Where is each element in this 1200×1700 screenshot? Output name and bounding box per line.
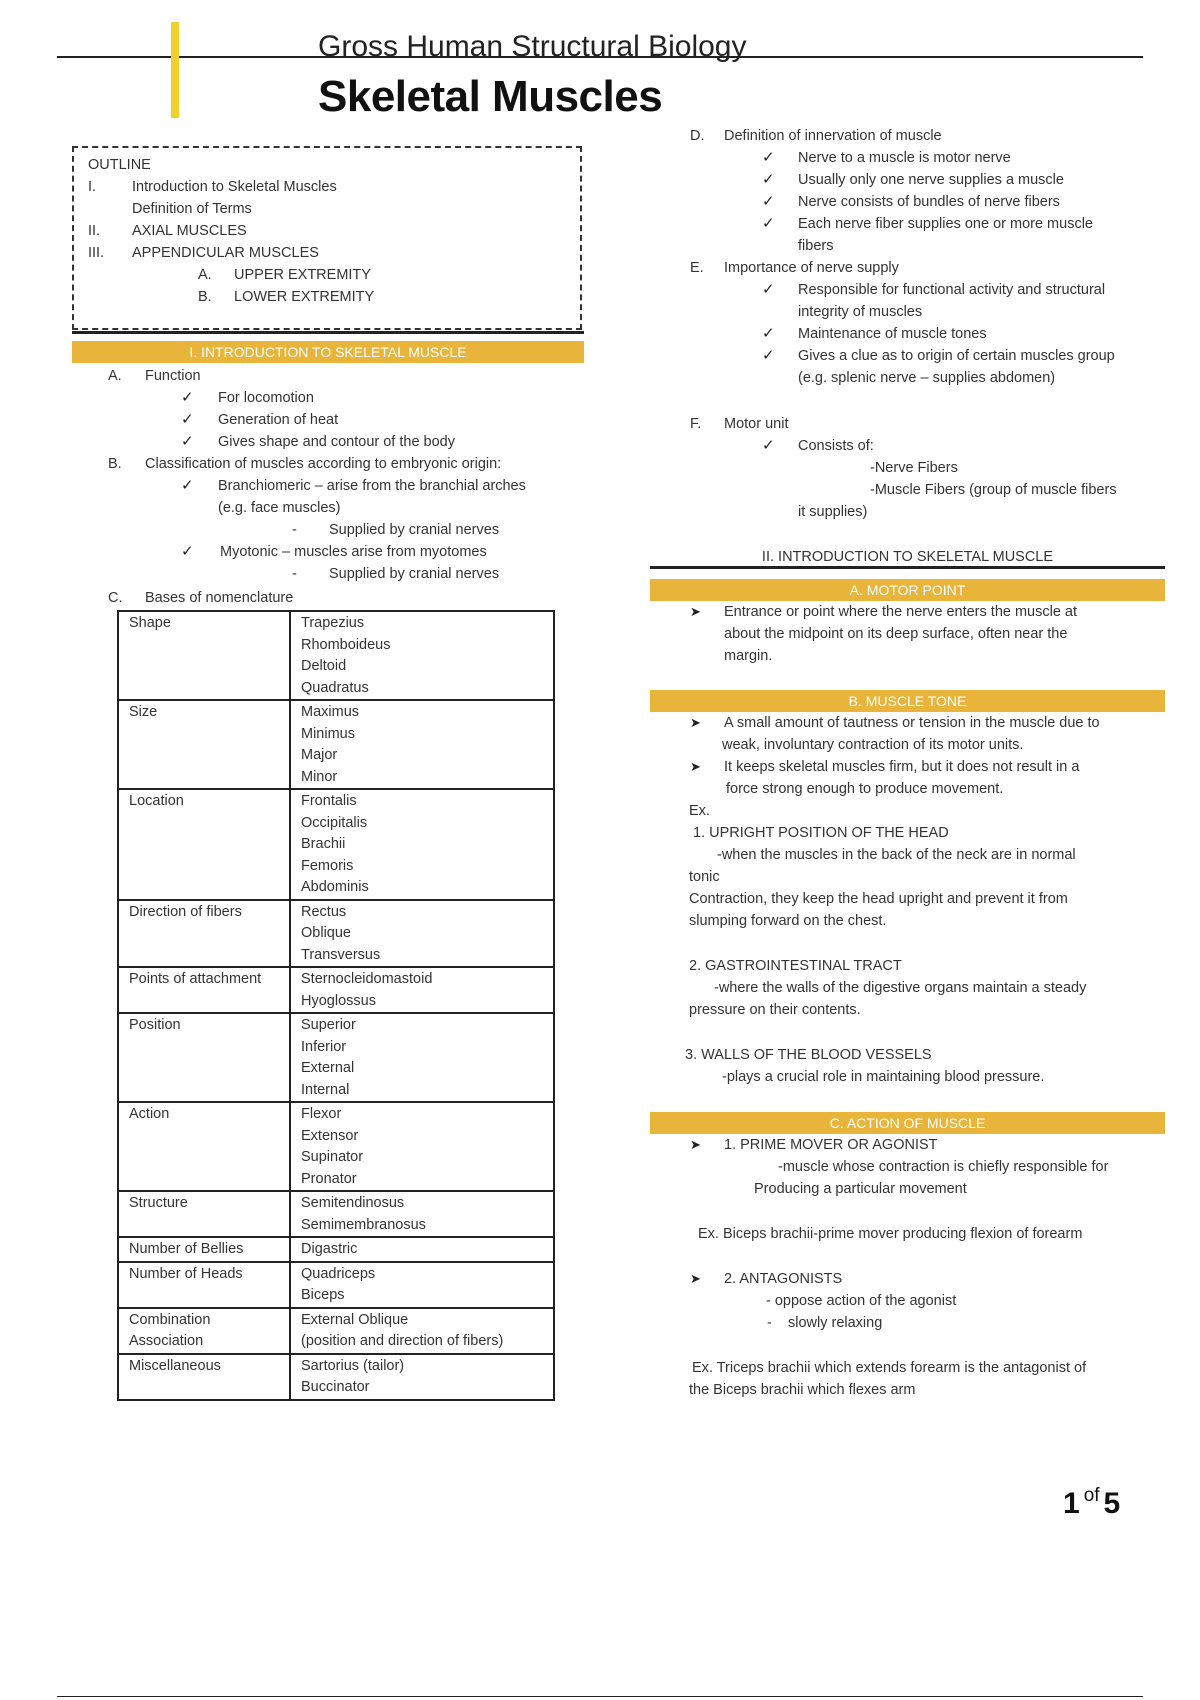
example-line: Ex. Triceps brachii which extends forearm is the antagonist of: [692, 1360, 1087, 1376]
sub-item: Supplied by cranial nerves: [329, 566, 500, 582]
nomenclature-examples: [290, 789, 554, 900]
nomenclature-examples: [290, 700, 554, 789]
example-term: Minimus: [301, 725, 355, 742]
example-term: Transversus: [301, 946, 381, 963]
list-item: (e.g. face muscles): [218, 500, 341, 516]
list-item: fibers: [798, 238, 834, 254]
muscle-tone-bar: B. MUSCLE TONE: [650, 690, 1165, 712]
function-heading: Function: [145, 368, 201, 384]
paragraph-line: 2. ANTAGONISTS: [724, 1271, 843, 1287]
table-row: [118, 1308, 554, 1354]
nomenclature-examples: [290, 1013, 554, 1102]
example-term: (position and direction of fibers): [301, 1333, 504, 1349]
example-label: Ex.: [689, 803, 710, 819]
paragraph-line: 1. PRIME MOVER OR AGONIST: [724, 1137, 938, 1153]
example-term: Deltoid: [301, 658, 347, 674]
page-current: 1: [1063, 1487, 1080, 1520]
nomenclature-examples: [290, 1237, 554, 1262]
outline-item: UPPER EXTREMITY: [234, 267, 371, 283]
checkmark-icon: ✓: [762, 325, 775, 342]
list-item: (e.g. splenic nerve – supplies abdomen): [798, 370, 1056, 386]
dash-bullet: -: [292, 566, 297, 582]
list-item: Gives a clue as to origin of certain muscles group: [798, 348, 1115, 364]
page-of: of: [1083, 1485, 1100, 1506]
example-term: Quadriceps: [301, 1265, 376, 1282]
example-term: Digastric: [301, 1241, 358, 1257]
checkmark-icon: ✓: [181, 433, 194, 450]
paragraph-line: about the midpoint on its deep surface, often near the: [724, 626, 1068, 642]
example-term: Oblique: [301, 925, 351, 941]
action-bar: C. ACTION OF MUSCLE: [650, 1112, 1165, 1134]
checkmark-icon: ✓: [181, 543, 194, 560]
innervation-heading: Definition of innervation of muscle: [724, 128, 942, 144]
nerve-supply-heading: Importance of nerve supply: [724, 260, 899, 276]
paragraph-line: slumping forward on the chest.: [689, 913, 887, 929]
nomenclature-basis: Direction of fibers: [118, 900, 290, 968]
table-row: [118, 1237, 554, 1262]
example-term: Maximus: [301, 704, 360, 720]
sub-item: it supplies): [798, 504, 868, 520]
paragraph-line: Entrance or point where the nerve enters the muscle at: [724, 604, 1078, 620]
example-term: Semimembranosus: [301, 1216, 426, 1233]
nomenclature-examples: [290, 611, 554, 700]
list-item: integrity of muscles: [798, 304, 923, 320]
example-term: Rectus: [301, 903, 347, 920]
list-item: Consists of:: [798, 438, 874, 454]
example-term: Frontalis: [301, 793, 357, 809]
checkmark-icon: ✓: [762, 437, 775, 454]
nomenclature-basis: Position: [118, 1013, 290, 1102]
paragraph-line: weak, involuntary contraction of its motor units.: [722, 737, 1024, 753]
example-term: Superior: [301, 1017, 356, 1033]
table-row: [118, 1102, 554, 1191]
outline-num: III.: [88, 245, 105, 261]
nomenclature-examples: [290, 900, 554, 968]
nomenclature-examples: [290, 1102, 554, 1191]
paragraph-line: pressure on their contents.: [689, 1002, 861, 1018]
header-accent-bar: [171, 22, 179, 118]
paragraph-line: -muscle whose contraction is chiefly responsible for: [778, 1159, 1109, 1175]
list-item: Maintenance of muscle tones: [798, 326, 987, 342]
outline-item: APPENDICULAR MUSCLES: [132, 245, 319, 261]
list-item: Usually only one nerve supplies a muscle: [798, 172, 1064, 188]
list-item: Each nerve fiber supplies one or more muscle: [798, 216, 1093, 232]
example-term: Flexor: [301, 1106, 342, 1122]
table-row: [118, 611, 554, 700]
outline-num: I.: [88, 179, 97, 195]
arrowhead-bullet-icon: ➤: [690, 1271, 701, 1286]
nomenclature-basis: Number of Bellies: [118, 1237, 290, 1262]
example-term: Quadratus: [301, 679, 369, 696]
example-term: Pronator: [301, 1170, 357, 1187]
outline-heading: OUTLINE: [88, 157, 151, 173]
section-rule: [650, 566, 1165, 569]
motor-point-bar: A. MOTOR POINT: [650, 579, 1165, 601]
arrowhead-bullet-icon: ➤: [690, 715, 701, 730]
motor-unit-heading: Motor unit: [724, 416, 789, 432]
example-term: Semitendinosus: [301, 1195, 405, 1211]
table-row: [118, 1191, 554, 1237]
example-line: the Biceps brachii which flexes arm: [689, 1382, 916, 1398]
nomenclature-basis: Number of Heads: [118, 1262, 290, 1308]
course-title: Gross Human Structural Biology: [318, 30, 747, 63]
footer-rule: [57, 1696, 1143, 1697]
outline-num: B.: [198, 289, 212, 305]
paragraph-line: 2. GASTROINTESTINAL TRACT: [689, 958, 902, 974]
paragraph-line: force strong enough to produce movement.: [726, 781, 1004, 797]
item-letter: D.: [690, 128, 705, 144]
paragraph-line: Contraction, they keep the head upright and prevent it from: [689, 891, 1068, 907]
outline-num: A.: [198, 267, 212, 283]
paragraph-line: margin.: [724, 648, 773, 664]
dash-bullet: -: [292, 522, 297, 538]
sub-item: -Muscle Fibers (group of muscle fibers: [870, 482, 1117, 498]
outline-box: [72, 146, 582, 330]
table-row: [118, 900, 554, 968]
example-term: Abdominis: [301, 879, 369, 895]
list-item: Branchiomeric – arise from the branchial arches: [218, 478, 526, 494]
section-rule: [72, 331, 584, 334]
item-letter: C.: [108, 590, 123, 606]
page-title: Skeletal Muscles: [318, 72, 663, 121]
paragraph-line: -where the walls of the digestive organs maintain a steady: [714, 980, 1087, 996]
paragraph-line: tonic: [689, 869, 720, 885]
outline-num: II.: [88, 223, 101, 239]
nomenclature-basis: Combination Association: [118, 1308, 290, 1354]
paragraph-line: 1. UPRIGHT POSITION OF THE HEAD: [693, 825, 949, 841]
table-row: [118, 967, 554, 1013]
list-item: Nerve to a muscle is motor nerve: [798, 150, 1011, 166]
example-term: Internal: [301, 1081, 350, 1098]
item-letter: A.: [108, 368, 122, 384]
paragraph-line: slowly relaxing: [788, 1315, 883, 1331]
nomenclature-basis: Miscellaneous: [118, 1354, 290, 1400]
checkmark-icon: ✓: [762, 281, 775, 298]
example-term: Rhomboideus: [301, 636, 391, 653]
table-row: [118, 700, 554, 789]
nomenclature-examples: [290, 967, 554, 1013]
nomenclature-basis: Size: [118, 700, 290, 789]
example-term: External Oblique: [301, 1311, 409, 1328]
nomenclature-basis: Shape: [118, 611, 290, 700]
item-letter: E.: [690, 260, 704, 276]
checkmark-icon: ✓: [762, 347, 775, 364]
example-term: Hyoglossus: [301, 992, 376, 1009]
paragraph-line: It keeps skeletal muscles firm, but it does not result in a: [724, 759, 1080, 775]
table-row: [118, 1354, 554, 1400]
example-term: External: [301, 1060, 355, 1076]
outline-item: Definition of Terms: [132, 201, 252, 217]
arrowhead-bullet-icon: ➤: [690, 604, 701, 619]
nomenclature-basis: Location: [118, 789, 290, 900]
outline-item: Introduction to Skeletal Muscles: [132, 179, 337, 195]
checkmark-icon: ✓: [762, 193, 775, 210]
item-letter: B.: [108, 456, 122, 472]
nomenclature-examples: [290, 1308, 554, 1354]
example-term: Minor: [301, 768, 338, 785]
nomenclature-examples: [290, 1191, 554, 1237]
list-item: Gives shape and contour of the body: [218, 434, 455, 450]
arrowhead-bullet-icon: ➤: [690, 759, 701, 774]
list-item: Nerve consists of bundles of nerve fibers: [798, 194, 1060, 210]
checkmark-icon: ✓: [762, 149, 775, 166]
example-term: Occipitalis: [301, 814, 368, 831]
nomenclature-heading: Bases of nomenclature: [145, 590, 294, 606]
checkmark-icon: ✓: [762, 215, 775, 232]
table-row: [118, 789, 554, 900]
list-item: For locomotion: [218, 390, 314, 406]
example-term: Inferior: [301, 1038, 347, 1055]
outline-item: AXIAL MUSCLES: [132, 223, 247, 239]
paragraph-line: -plays a crucial role in maintaining blood pressure.: [722, 1069, 1045, 1085]
example-term: Sartorius (tailor): [301, 1357, 405, 1374]
checkmark-icon: ✓: [181, 411, 194, 428]
checkmark-icon: ✓: [181, 389, 194, 406]
table-row: [118, 1013, 554, 1102]
example-term: Major: [301, 747, 338, 763]
list-item: Responsible for functional activity and structural: [798, 282, 1106, 298]
paragraph-line: 3. WALLS OF THE BLOOD VESSELS: [685, 1047, 932, 1063]
paragraph-line: - oppose action of the agonist: [766, 1293, 957, 1309]
outline-item: LOWER EXTREMITY: [234, 289, 375, 305]
example-term: Buccinator: [301, 1379, 370, 1395]
list-item: Generation of heat: [218, 412, 339, 428]
example-term: Femoris: [301, 857, 354, 874]
dash-bullet: -: [767, 1315, 772, 1331]
example-line: Ex. Biceps brachii-prime mover producing flexion of forearm: [698, 1226, 1083, 1242]
nomenclature-examples: [290, 1262, 554, 1308]
page-number: [1063, 1485, 1120, 1521]
paragraph-line: A small amount of tautness or tension in the muscle due to: [724, 715, 1100, 731]
checkmark-icon: ✓: [181, 477, 194, 494]
nomenclature-basis: Points of attachment: [118, 967, 290, 1013]
example-term: Trapezius: [301, 615, 365, 631]
sub-item: -Nerve Fibers: [870, 460, 958, 476]
item-letter: F.: [690, 416, 702, 432]
nomenclature-basis: Action: [118, 1102, 290, 1191]
example-term: Biceps: [301, 1287, 345, 1303]
section-heading: II. INTRODUCTION TO SKELETAL MUSCLE: [761, 549, 1054, 565]
example-term: Supinator: [301, 1149, 364, 1165]
classification-heading: Classification of muscles according to embryonic origin:: [145, 456, 502, 472]
sub-item: Supplied by cranial nerves: [329, 522, 500, 538]
list-item: Myotonic – muscles arise from myotomes: [220, 544, 487, 560]
example-term: Brachii: [301, 836, 346, 852]
section-title-bar: I. INTRODUCTION TO SKELETAL MUSCLE: [72, 341, 584, 363]
example-term: Extensor: [301, 1127, 359, 1144]
page-total: 5: [1103, 1487, 1121, 1520]
nomenclature-table: [117, 610, 555, 1401]
table-row: [118, 1262, 554, 1308]
example-term: Sternocleidomastoid: [301, 971, 433, 987]
nomenclature-basis: Structure: [118, 1191, 290, 1237]
nomenclature-examples: [290, 1354, 554, 1400]
arrowhead-bullet-icon: ➤: [690, 1137, 701, 1152]
paragraph-line: Producing a particular movement: [754, 1181, 967, 1197]
checkmark-icon: ✓: [762, 171, 775, 188]
paragraph-line: -when the muscles in the back of the neck are in normal: [717, 847, 1076, 863]
